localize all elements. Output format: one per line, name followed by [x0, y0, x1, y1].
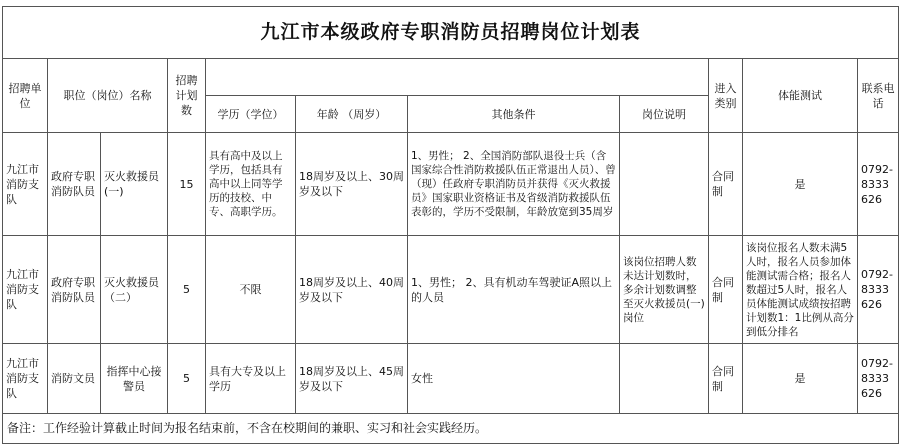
cell-entry-type: 合同制: [709, 344, 743, 414]
cell-count: 5: [168, 344, 206, 414]
cell-category: 消防文员: [48, 344, 101, 414]
header-plan-count: 招聘计划数: [168, 59, 206, 133]
cell-contact: 0792-8333626: [858, 344, 899, 414]
header-entry-type: 进入类别: [709, 59, 743, 133]
cell-fitness: 该岗位报名人数未满5人时，报名人员参加体能测试需合格；报名人数超过5人时，报名人员体能测试成绩按招聘计划数1：1比例从高分到低分排名: [743, 236, 858, 344]
header-other: 其他条件: [408, 96, 620, 133]
cell-unit: 九江市消防支队: [3, 133, 48, 236]
cell-contact: 0792-8333626: [858, 236, 899, 344]
header-position-name: 职位（岗位）名称: [48, 59, 168, 133]
cell-fitness: 是: [743, 133, 858, 236]
header-unit: 招聘单位: [3, 59, 48, 133]
header-description: 岗位说明: [620, 96, 709, 133]
header-age: 年龄 （周岁）: [296, 96, 408, 133]
cell-description: [620, 133, 709, 236]
header-fitness: 体能测试: [743, 59, 858, 133]
cell-education: 具有大专及以上学历: [206, 344, 296, 414]
cell-contact: 0792-8333626: [858, 133, 899, 236]
cell-description: 该岗位招聘人数未达计划数时，多余计划数调整至灭火救援员(一)岗位: [620, 236, 709, 344]
header-blank: [206, 59, 709, 96]
cell-count: 15: [168, 133, 206, 236]
table-row: [3, 133, 899, 236]
table-title: 九江市本级政府专职消防员招聘岗位计划表: [3, 7, 899, 59]
table-row: [3, 344, 899, 414]
cell-fitness: 是: [743, 344, 858, 414]
cell-age: 18周岁及以上、40周岁及以下: [296, 236, 408, 344]
cell-position: 灭火救援员(一): [101, 133, 168, 236]
cell-description: [620, 344, 709, 414]
table-note: 备注：工作经验计算截止时间为报名结束前，不含在校期间的兼职、实习和社会实践经历。: [3, 414, 899, 444]
cell-position: 指挥中心接警员: [101, 344, 168, 414]
cell-education: 具有高中及以上学历，包括具有高中以上同等学历的技校、中专、高职学历。: [206, 133, 296, 236]
cell-age: 18周岁及以上、30周岁及以下: [296, 133, 408, 236]
cell-unit: 九江市消防支队: [3, 236, 48, 344]
cell-education: 不限: [206, 236, 296, 344]
cell-other: 1、男性； 2、具有机动车驾驶证A照以上的人员: [408, 236, 620, 344]
recruitment-table: [2, 6, 899, 444]
cell-entry-type: 合同制: [709, 236, 743, 344]
cell-entry-type: 合同制: [709, 133, 743, 236]
cell-category: 政府专职消防队员: [48, 236, 101, 344]
cell-count: 5: [168, 236, 206, 344]
header-education: 学历（学位）: [206, 96, 296, 133]
cell-age: 18周岁及以上、45周岁及以下: [296, 344, 408, 414]
cell-other: 女性: [408, 344, 620, 414]
cell-unit: 九江市消防支队: [3, 344, 48, 414]
cell-position: 灭火救援员（二）: [101, 236, 168, 344]
cell-category: 政府专职消防队员: [48, 133, 101, 236]
table-row: [3, 236, 899, 344]
header-contact: 联系电话: [858, 59, 899, 133]
cell-other: 1、男性； 2、全国消防部队退役士兵（含国家综合性消防救援队伍正常退出人员）、曾（现）任政府专职消防员并获得《灭火救援员》国家职业资格证书及省级消防救援队伍表彰的，学历不受限制，年龄放宽到35周岁: [408, 133, 620, 236]
